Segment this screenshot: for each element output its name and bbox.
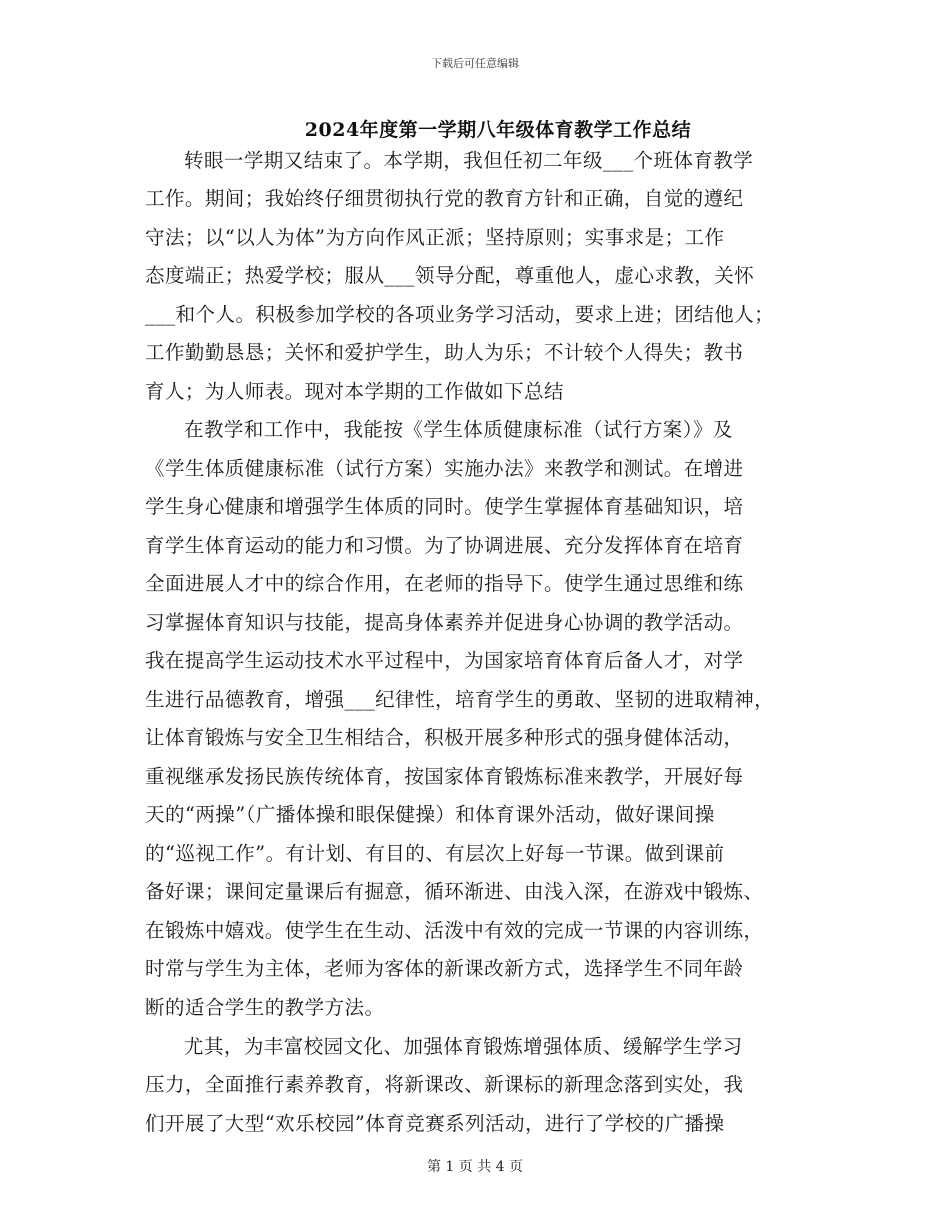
body-line: 态度端正；热爱学校；服从___领导分配，尊重他人，虚心求教，关怀: [145, 264, 755, 287]
body-line: 生进行品德教育，增强___纪律性，培育学生的勇敢、坚韧的进取精神，: [145, 688, 775, 711]
body-line: 断的适合学生的教学方法。: [145, 996, 385, 1019]
body-line: 在教学和工作中，我能按《学生体质健康标准（试行方案）》及: [184, 418, 733, 441]
body-line: 习掌握体育知识与技能，提高身体素养并促进身心协调的教学活动。: [145, 611, 744, 634]
body-line: 守法；以“以人为体”为方向作风正派；坚持原则；实事求是；工作: [145, 226, 725, 249]
body-line: 天的“两操”（广播体操和眼保健操）和体育课外活动，做好课间操: [145, 803, 715, 826]
body-line: 的“巡视工作”。有计划、有目的、有层次上好每一节课。做到课前: [145, 842, 725, 865]
body-line: ___和个人。积极参加学校的各项业务学习活动，要求上进；团结他人；: [145, 303, 775, 326]
body-line: 让体育锻炼与安全卫生相结合，积极开展多种形式的强身健体活动，: [145, 726, 744, 749]
body-line: 工作勤勤恳恳；关怀和爱护学生，助人为乐；不计较个人得失；教书: [145, 341, 744, 364]
body-line: 育人；为人师表。现对本学期的工作做如下总结: [145, 380, 564, 403]
body-line: 在锻炼中嬉戏。使学生在生动、活泼中有效的完成一节课的内容训练，: [145, 919, 764, 942]
body-line: 全面进展人才中的综合作用，在老师的指导下。使学生通过思维和练: [145, 572, 744, 595]
body-line: 《学生体质健康标准（试行方案）实施办法》来教学和测试。在增进: [145, 457, 744, 480]
body-line: 转眼一学期又结束了。本学期，我但任初二年级___个班体育教学: [184, 149, 754, 172]
body-line: 我在提高学生运动技术水平过程中，为国家培育体育后备人才，对学: [145, 649, 744, 672]
body-line: 时常与学生为主体，老师为客体的新课改新方式，选择学生不同年龄: [145, 957, 744, 980]
header-note: 下载后可任意编辑: [431, 57, 519, 70]
body-line: 们开展了大型“欢乐校园”体育竞赛系列活动，进行了学校的广播操: [145, 1112, 725, 1135]
body-line: 尤其，为丰富校园文化、加强体育锻炼增强体质、缓解学生学习: [184, 1035, 743, 1058]
body-line: 备好课；课间定量课后有掘意，循环渐进、由浅入深，在游戏中锻炼、: [145, 880, 764, 903]
body-line: 工作。期间；我始终仔细贯彻执行党的教育方针和正确，自觉的遵纪: [145, 187, 744, 210]
document-title: 2024年度第一学期八年级体育教学工作总结: [304, 119, 692, 141]
body-line: 育学生体育运动的能力和习惯。为了协调进展、充分发挥体育在培育: [145, 534, 744, 557]
body-line: 重视继承发扬民族传统体育，按国家体育锻炼标准来教学，开展好每: [145, 765, 744, 788]
page-number: 第 1 页 共 4 页: [426, 1159, 524, 1175]
body-line: 学生身心健康和增强学生体质的同时。使学生掌握体育基础知识，培: [145, 495, 744, 518]
body-line: 压力，全面推行素养教育，将新课改、新课标的新理念落到实处，我: [145, 1073, 744, 1096]
